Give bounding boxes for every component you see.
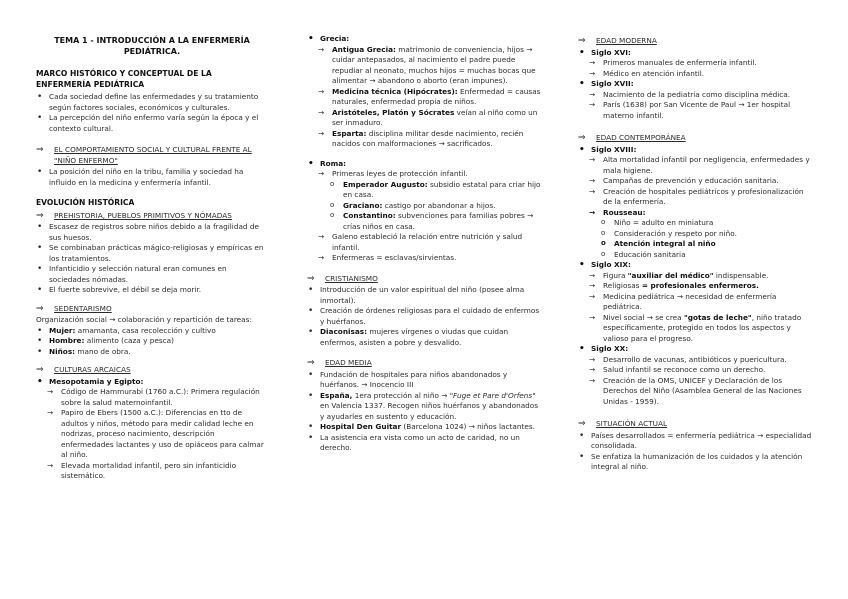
siglo-xix-label: • Siglo XIX: — [578, 260, 814, 271]
list-item: • La posición del niño en la tribu, familia y sociedad ha influido en la medicina y enfermería infantil. — [36, 167, 268, 188]
double-arrow-icon: ⇒ — [36, 145, 44, 155]
list-item: → Enfermeras = esclavas/sirvientas. — [307, 253, 543, 264]
list-item: • Diaconisas: mujeres vírgenes o viudas que cuidan enfermos, asisten a pobre y desvalido. — [307, 327, 543, 348]
marco-list — [36, 92, 268, 134]
list-item: • Hospital Den Guitar (Barcelona 1024) → niños lactantes. — [307, 422, 543, 433]
marco-heading: MARCO HISTÓRICO Y CONCEPTUAL DE LA ENFERMERÍA PEDIÁTRICA — [36, 69, 212, 89]
list-item: → Creación de la OMS, UNICEF y Declaración de los Derechos del Niño (Asamblea General de las Naciones Unidas - 1959). — [578, 376, 814, 408]
list-item: • La asistencia era vista como un acto de caridad, no un derecho. — [307, 433, 543, 454]
list-item: → Galeno estableció la relación entre nutrición y salud infantil. — [307, 232, 543, 253]
cristianismo-heading-text: CRISTIANISMO — [325, 273, 378, 283]
situacion-actual-list — [578, 431, 814, 473]
siglo-xvi-label: • Siglo XVI: — [578, 48, 814, 59]
list-item: • Se enfatiza la humanización de los cuidados y la atención integral al niño. — [578, 452, 814, 473]
double-arrow-icon: ⇒ — [307, 358, 315, 368]
list-item: → Campañas de prevención y educación sanitaria. — [578, 176, 814, 187]
evolucion-heading: EVOLUCIÓN HISTÓRICA — [36, 198, 135, 207]
list-item: • Fundación de hospitales para niños abandonados y huérfanos. → Inocencio III — [307, 370, 543, 391]
list-item: → Medicina técnica (Hipócrates): Enfermedad = causas naturales, enfermedad propia de niños. — [307, 87, 543, 108]
list-item: • Infanticidio y selección natural eran comunes en sociedades nómadas. — [36, 264, 268, 285]
edad-moderna-heading-text: EDAD MODERNA — [596, 36, 657, 45]
comportamiento-heading — [36, 145, 268, 166]
list-item: → Elevada mortalidad infantil, pero sin infanticidio sistemático. — [36, 461, 268, 482]
edad-media-list — [307, 370, 543, 454]
document-title: TEMA 1 - INTRODUCCIÓN A LA ENFERMERÍA PEDIÁTRICA. — [54, 36, 250, 56]
column-1 — [36, 34, 268, 482]
cristianismo-heading — [307, 274, 543, 285]
sedentarismo-heading — [36, 304, 268, 315]
list-item: • Niños: mano de obra. — [36, 347, 268, 358]
grecia-list — [307, 34, 543, 150]
arcaicas-list — [36, 377, 268, 482]
sedentarismo-intro: Organización social → colaboración y repartición de tareas: — [36, 315, 252, 324]
list-item: o Niño = adulto en miniatura — [578, 218, 814, 229]
list-item: → Antigua Grecia: matrimonio de conveniencia, hijos → cuidar antepasados, al nacimiento el padre puede repudiar al neonato, muchos hijos = muchas bocas que alimentar → abandono o aborto (eran impunes). — [307, 45, 543, 87]
list-item: → París (1638) por San Vicente de Paul → 1er hospital materno infantil. — [578, 100, 814, 121]
list-item: • Países desarrollados = enfermería pediátrica → especialidad consolidada. — [578, 431, 814, 452]
grecia-label: • Grecia: — [307, 34, 543, 45]
list-item: → Creación de hospitales pediátricos y profesionalización de la enfermería. — [578, 187, 814, 208]
list-item: o Emperador Augusto: subsidio estatal para criar hijo en casa. — [307, 180, 543, 201]
siglo-xviii-label: • Siglo XVIII: — [578, 145, 814, 156]
roma-label: • Roma: — [307, 159, 543, 170]
double-arrow-icon: ⇒ — [578, 133, 586, 143]
list-item: → Primeras leyes de protección infantil. — [307, 169, 543, 180]
list-item: • El fuerte sobrevive, el débil se deja morir. — [36, 285, 268, 296]
comportamiento-list — [36, 167, 268, 188]
list-item: → Papiro de Ebers (1500 a.C.): Diferencias en tto de adultos y niños, método para medir calidad leche en nodrizas, proceso nacimiento, descripción enfermedades lactantes y uso de opiáceos para calmar al niño. — [36, 408, 268, 461]
column-3 — [578, 34, 814, 473]
list-item: → Alta mortalidad infantil por negligencia, enfermedades y mala higiene. — [578, 155, 814, 176]
situacion-actual-heading-text: SITUACIÓN ACTUAL — [596, 419, 668, 428]
edad-contemporanea-heading — [578, 133, 814, 144]
list-item: o Educación sanitaria — [578, 250, 814, 261]
arcaicas-heading — [36, 365, 268, 376]
double-arrow-icon: ⇒ — [36, 365, 44, 375]
list-item: → Nivel social → se crea "gotas de leche", niño tratado específicamente, protegido en todos los aspectos y valioso para el progreso. — [578, 313, 814, 345]
double-arrow-icon: ⇒ — [36, 210, 44, 221]
list-item: • Hombre: alimento (caza y pesca) — [36, 336, 268, 347]
siglo-xx-label: • Siglo XX: — [578, 344, 814, 355]
list-item: • Cada sociedad define las enfermedades y su tratamiento según factores sociales, económicos y culturales. — [36, 92, 268, 113]
double-arrow-icon: ⇒ — [578, 36, 586, 46]
rousseau-label: → Rousseau: — [578, 208, 814, 219]
prehistoria-list — [36, 222, 268, 296]
sedentarismo-list — [36, 326, 268, 358]
prehistoria-heading — [36, 211, 268, 222]
list-item: → Medicina pediátrica → necesidad de enfermería pediátrica. — [578, 292, 814, 313]
siglo-xvii-label: • Siglo XVII: — [578, 79, 814, 90]
comportamiento-heading-text: EL COMPORTAMIENTO SOCIAL Y CULTURAL FRENTE AL "NIÑO ENFERMO" — [54, 145, 252, 165]
list-item: • La percepción del niño enfermo varía según la época y el contexto cultural. — [36, 113, 268, 134]
edad-contemporanea-heading-text: EDAD CONTEMPORÁNEA — [596, 133, 686, 142]
list-item: • Creación de órdenes religiosas para el cuidado de enfermos y huérfanos. — [307, 306, 543, 327]
mesopotamia-label: • Mesopotamia y Egipto: — [36, 377, 268, 388]
sedentarismo-heading-text: SEDENTARISMO — [54, 303, 112, 313]
list-item: o Graciano: castigo por abandonar a hijos. — [307, 201, 543, 212]
column-2 — [307, 34, 543, 454]
situacion-actual-heading — [578, 419, 814, 430]
spacer — [307, 150, 543, 159]
prehistoria-heading-text: PREHISTORIA, PUEBLOS PRIMITIVOS Y NÓMADAS — [54, 210, 232, 220]
list-item: o Atención integral al niño — [578, 239, 814, 250]
list-item: • Escasez de registros sobre niños debido a la fragilidad de sus huesos. — [36, 222, 268, 243]
list-item: → Salud infantil se reconoce como un derecho. — [578, 365, 814, 376]
arcaicas-heading-text: CULTURAS ARCAICAS — [54, 365, 131, 374]
edad-moderna-list — [578, 48, 814, 122]
list-item: o Constantino: subvenciones para familias pobres → crías niños en casa. — [307, 211, 543, 232]
edad-media-heading-text: EDAD MEDIA — [325, 358, 372, 367]
list-item: → Religiosas = profesionales enfermeros. — [578, 281, 814, 292]
list-item: → Código de Hammurabi (1760 a.C.): Primera regulación sobre la salud maternoinfantil. — [36, 387, 268, 408]
list-item: → Médico en atención infantil. — [578, 69, 814, 80]
double-arrow-icon: ⇒ — [36, 303, 44, 314]
list-item: → Aristóteles, Platón y Sócrates veían al niño como un ser inmaduro. — [307, 108, 543, 129]
list-item: → Desarrollo de vacunas, antibióticos y puericultura. — [578, 355, 814, 366]
list-item: • Se combinaban prácticas mágico-religiosas y empíricas en los tratamientos. — [36, 243, 268, 264]
double-arrow-icon: ⇒ — [578, 419, 586, 429]
double-arrow-icon: ⇒ — [307, 273, 315, 284]
edad-contemporanea-list — [578, 145, 814, 408]
list-item: • España, 1era protección al niño → "Fuge et Pare d'Orfens" en Valencia 1337. Recogen niños huérfanos y abandonados y ayudarles en sustento y educación. — [307, 391, 543, 423]
edad-moderna-heading — [578, 36, 814, 47]
list-item: • Introducción de un valor espiritual del niño (posee alma inmortal). — [307, 285, 543, 306]
edad-media-heading — [307, 358, 543, 369]
list-item: → Nacimiento de la pediatría como disciplina médica. — [578, 90, 814, 101]
roma-list — [307, 159, 543, 264]
list-item: → Primeros manuales de enfermería infantil. — [578, 58, 814, 69]
cristianismo-list — [307, 285, 543, 348]
list-item: • Mujer: amamanta, casa recolección y cultivo — [36, 326, 268, 337]
list-item: → Esparta: disciplina militar desde nacimiento, recién nacidos con malformaciones → sacrificados. — [307, 129, 543, 150]
list-item: o Consideración y respeto por niño. — [578, 229, 814, 240]
list-item: → Figura "auxiliar del médico" indispensable. — [578, 271, 814, 282]
